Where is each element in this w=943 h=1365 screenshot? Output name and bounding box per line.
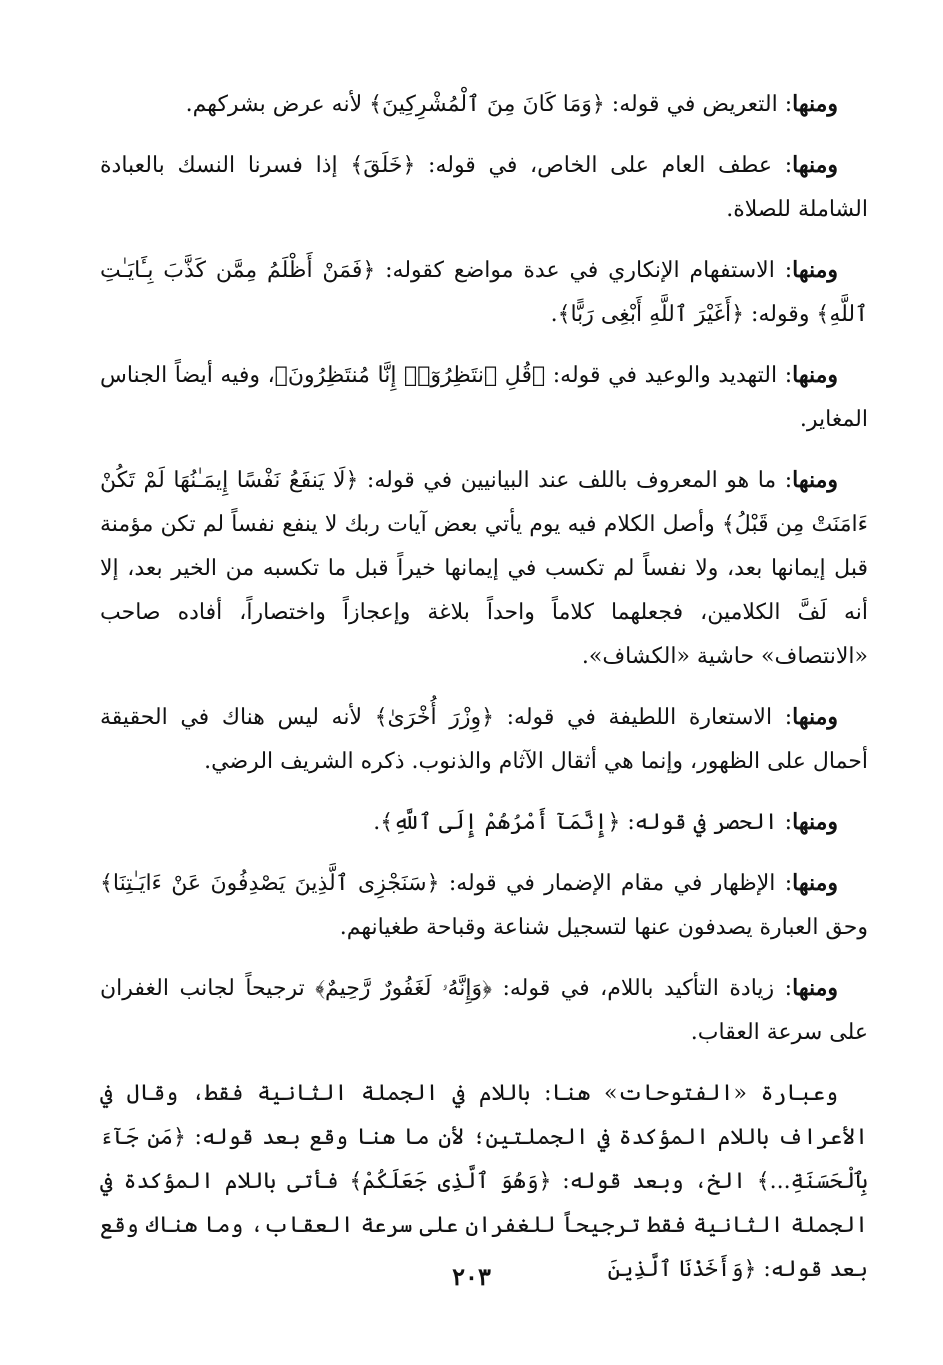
- paragraph-text: : عطف العام على الخاص، في قوله: ﴿خَلَقَ﴾ إذا فسرنا النسك بالعبادة الشاملة للصلاة.: [100, 153, 868, 222]
- paragraph-lead: ومنها: [792, 809, 838, 835]
- paragraph-2: [100, 143, 868, 232]
- paragraph-lead: ومنها: [792, 152, 838, 178]
- page-number: ٢٠٣: [452, 1262, 491, 1291]
- paragraph-text: : الاستعارة اللطيفة في قوله: ﴿وِزْرَ أُخْرَىٰ﴾ لأنه ليس هناك في الحقيقة أحمال على الظهور، وإنما هي أثقال الآثام والذنوب. ذكره الشريف الرضي.: [100, 705, 868, 774]
- paragraph-6: [100, 695, 868, 784]
- paragraph-text: : زيادة التأكيد باللام، في قوله: ﴿وَإِنَّهُۥ لَغَفُورٌ رَّحِيمٌ﴾ ترجيحاً لجانب الغفران على سرعة العقاب.: [100, 976, 868, 1045]
- paragraph-lead: ومنها: [792, 870, 838, 896]
- paragraph-7: [100, 800, 868, 845]
- paragraph-1: [100, 82, 868, 127]
- paragraph-lead: ومنها: [792, 362, 838, 388]
- paragraph-text: : الاستفهام الإنكاري في عدة مواضع كقوله: ﴿فَمَنْ أَظْلَمُ مِمَّن كَذَّبَ بِـَٔايَـٰتِ ٱللَّهِ﴾ وقوله: ﴿أَغَيْرَ ٱللَّهِ أَبْغِى رَبًّا﴾.: [100, 258, 868, 327]
- paragraph-10: [100, 1071, 868, 1292]
- paragraph-lead: ومنها: [792, 91, 838, 117]
- paragraph-text: : الحصر في قوله: ﴿إِنَّمَآ أَمْرُهُمْ إِلَى ٱللَّهِ﴾.: [373, 810, 793, 835]
- paragraph-text: : التهديد والوعيد في قوله: ﴿قُلِ ٱنتَظِرُوٓا۟ إِنَّا مُنتَظِرُونَ﴾، وفيه أيضاً الجناس المغاير.: [100, 363, 868, 432]
- paragraph-text: وعبارة «الفتوحات» هنا: باللام في الجملة الثانية فقط، وقال في الأعراف باللام المؤكدة في الجملتين؛ لأن ما هنا وقع بعد قوله: ﴿مَن جَآءَ بِٱلْحَسَنَةِ...﴾ الخ، وبعد قوله: ﴿وَهُوَ ٱلَّذِى جَعَلَكُمْ﴾ فأتى باللام المؤكدة في الجملة الثانية فقط ترجيحاً للغفران على سرعة العقاب، وما هناك وقع بعد قوله: ﴿وَأَخَذْنَا ٱلَّذِينَ: [100, 1081, 868, 1282]
- paragraph-text: : ما هو المعروف باللف عند البيانيين في قوله: ﴿لَا يَنفَعُ نَفْسًا إِيمَـٰنُهَا لَمْ تَكُنْ ءَامَنَتْ مِن قَبْلُ﴾ وأصل الكلام فيه يوم يأتي بعض آيات ربك لا ينفع نفساً لم تكن مؤمنة قبل إيمانها بعد، ولا نفساً لم تكسب في إيمانها خيراً قبل ما تكسبه من الخير بعد، إلا أنه لَفَّ الكلامين، فجعلهما كلاماً واحداً بلاغة وإعجازاً واختصاراً، أفاده صاحب «الانتصاف» حاشية «الكشاف».: [100, 468, 868, 669]
- paragraph-lead: ومنها: [792, 704, 838, 730]
- paragraph-9: [100, 966, 868, 1055]
- paragraph-lead: ومنها: [792, 467, 838, 493]
- paragraph-8: [100, 861, 868, 950]
- paragraph-4: [100, 353, 868, 442]
- paragraph-lead: ومنها: [792, 975, 838, 1001]
- paragraph-text: : التعريض في قوله: ﴿وَمَا كَانَ مِنَ ٱلْمُشْرِكِينَ﴾ لأنه عرض بشركهم.: [185, 92, 793, 117]
- paragraph-text: : الإظهار في مقام الإضمار في قوله: ﴿سَنَجْزِى ٱلَّذِينَ يَصْدِفُونَ عَنْ ءَايَـٰتِنَا﴾ وحق العبارة يصدفون عنها لتسجيل شناعة وقباحة طغيانهم.: [100, 871, 868, 940]
- paragraph-5: [100, 458, 868, 679]
- paragraph-lead: ومنها: [792, 257, 838, 283]
- paragraph-3: [100, 248, 868, 337]
- page-body: [100, 82, 868, 1308]
